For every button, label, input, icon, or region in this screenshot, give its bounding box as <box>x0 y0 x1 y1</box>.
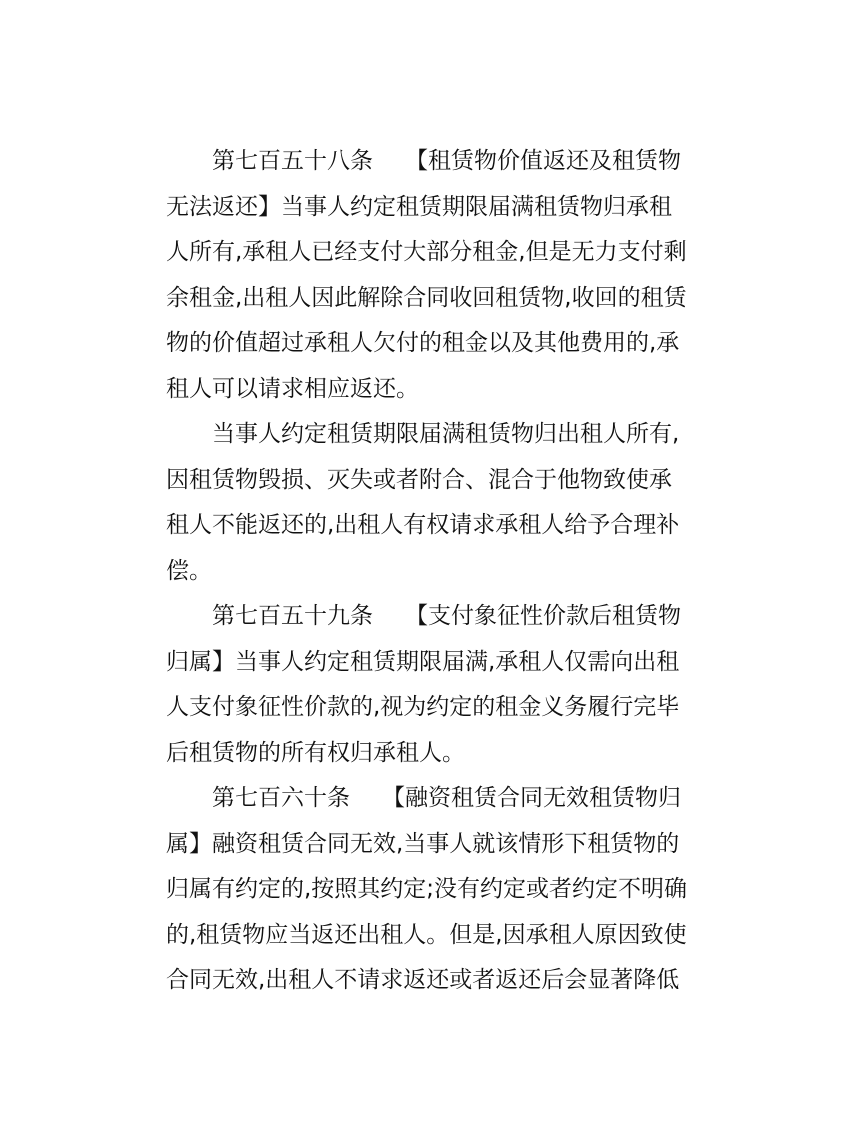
article-759-number: 第七百五十九条 <box>212 603 373 629</box>
article-760-heading-line <box>166 776 692 822</box>
text-line: 人支付象征性价款的,视为约定的租金义务履行完毕 <box>166 694 680 720</box>
text-line: 的,租赁物应当返还出租人。但是,因承租人原因致使 <box>166 921 687 948</box>
article-760-title: 【融资租赁合同无效租赁物归 <box>382 785 681 811</box>
article-760-paragraph <box>166 776 692 822</box>
text-line: 因租赁物毁损、灭失或者附合、混合于他物致使承 <box>166 466 672 493</box>
article-759-body <box>166 640 692 777</box>
text-line: 后租赁物的所有权归承租人。 <box>166 739 465 766</box>
article-759-paragraph <box>166 594 692 640</box>
text-line: 人所有,承租人已经支付大部分租金,但是无力支付剩 <box>166 239 687 265</box>
article-758-body <box>166 185 692 413</box>
text-line: 归属】当事人约定租赁期限届满,承租人仅需向出租 <box>166 648 680 675</box>
document-body <box>166 139 692 1004</box>
text-line: 租人可以请求相应返还。 <box>166 375 419 402</box>
text-line: 物的价值超过承租人欠付的租金以及其他费用的,承 <box>166 330 680 356</box>
article-758-paragraph <box>166 139 692 185</box>
article-760-body <box>166 822 692 1004</box>
text-line: 属】融资租赁合同无效,当事人就该情形下租赁物的 <box>166 830 680 857</box>
text-line: 偿。 <box>166 557 212 584</box>
text-line: 租人不能返还的,出租人有权请求承租人给予合理补 <box>166 512 680 538</box>
article-758-paragraph-2 <box>166 412 692 594</box>
article-758-heading-line <box>166 139 692 185</box>
text-line: 余租金,出租人因此解除合同收回租赁物,收回的租赁 <box>166 284 687 311</box>
text-line: 合同无效,出租人不请求返还或者返还后会显著降低 <box>166 967 680 993</box>
text-line: 当事人约定租赁期限届满租赁物归出租人所有, <box>212 421 680 447</box>
article-760-number: 第七百六十条 <box>212 785 350 811</box>
text-line: 无法返还】当事人约定租赁期限届满租赁物归承租 <box>166 193 672 220</box>
article-758-number: 第七百五十八条 <box>212 148 373 174</box>
article-758-title: 【租赁物价值返还及租赁物 <box>405 148 681 174</box>
article-759-heading-line <box>166 594 692 640</box>
article-759-title: 【支付象征性价款后租赁物 <box>405 603 681 629</box>
text-line: 归属有约定的,按照其约定;没有约定或者约定不明确 <box>166 876 688 902</box>
